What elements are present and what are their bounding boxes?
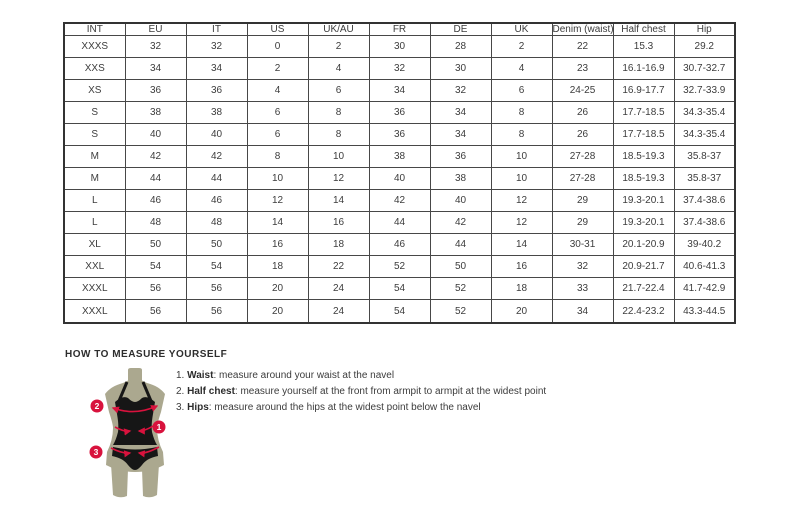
- measurement-figure-illustration: [83, 368, 187, 500]
- table-cell: 18: [491, 278, 552, 300]
- table-cell: 32: [430, 80, 491, 102]
- table-cell: 30-31: [552, 234, 613, 256]
- table-cell: 6: [247, 102, 308, 124]
- table-cell: 29.2: [674, 36, 735, 58]
- table-row: [64, 300, 735, 323]
- table-cell: 16: [308, 212, 369, 234]
- table-cell: 19.3-20.1: [613, 190, 674, 212]
- table-row: [64, 124, 735, 146]
- table-cell: 17.7-18.5: [613, 124, 674, 146]
- table-cell: 46: [369, 234, 430, 256]
- table-cell: 54: [369, 300, 430, 323]
- table-cell: 36: [186, 80, 247, 102]
- table-cell: 52: [430, 300, 491, 323]
- table-cell: 34: [369, 80, 430, 102]
- table-cell: 29: [552, 190, 613, 212]
- table-cell: 48: [125, 212, 186, 234]
- table-cell: 27-28: [552, 168, 613, 190]
- column-header: Denim (waist): [552, 24, 614, 35]
- table-cell: 32: [552, 256, 613, 278]
- table-cell: 20: [491, 300, 552, 323]
- table-cell: 18.5-19.3: [613, 146, 674, 168]
- table-cell: 16.1-16.9: [613, 58, 674, 80]
- table-cell: 28: [430, 36, 491, 58]
- table-cell: 22.4-23.2: [613, 300, 674, 323]
- table-cell: 6: [247, 124, 308, 146]
- table-cell: 40: [186, 124, 247, 146]
- column-header: UK: [491, 23, 552, 36]
- table-cell: 6: [491, 80, 552, 102]
- table-cell: XXXL: [64, 278, 125, 300]
- table-cell: 26: [552, 124, 613, 146]
- table-cell: 32: [186, 36, 247, 58]
- table-cell: 20: [247, 278, 308, 300]
- table-cell: 16.9-17.7: [613, 80, 674, 102]
- table-cell: 27-28: [552, 146, 613, 168]
- table-cell: 8: [491, 102, 552, 124]
- table-cell: 30.7-32.7: [674, 58, 735, 80]
- table-cell: 8: [308, 124, 369, 146]
- table-cell: 33: [552, 278, 613, 300]
- size-chart-table: [63, 22, 736, 324]
- table-cell: 24: [308, 278, 369, 300]
- table-cell: 38: [186, 102, 247, 124]
- step-number: 2.: [176, 386, 188, 397]
- column-header: US: [247, 23, 308, 36]
- table-row: [64, 102, 735, 124]
- table-cell: 52: [369, 256, 430, 278]
- table-cell: 10: [308, 146, 369, 168]
- table-cell: 20.1-20.9: [613, 234, 674, 256]
- table-cell: 4: [491, 58, 552, 80]
- table-cell: 12: [247, 190, 308, 212]
- table-cell: 50: [430, 256, 491, 278]
- table-cell: 22: [308, 256, 369, 278]
- step-label: Waist: [187, 370, 214, 381]
- measure-step: [176, 403, 546, 413]
- table-cell: 48: [186, 212, 247, 234]
- table-cell: 8: [491, 124, 552, 146]
- measure-step: [176, 371, 546, 381]
- table-cell: 36: [369, 102, 430, 124]
- table-cell: 36: [125, 80, 186, 102]
- step-label: Half chest: [187, 386, 235, 397]
- table-cell: 46: [125, 190, 186, 212]
- table-cell: 38: [369, 146, 430, 168]
- table-cell: 42: [186, 146, 247, 168]
- table-row: [64, 212, 735, 234]
- table-cell: 12: [491, 190, 552, 212]
- table-row: [64, 168, 735, 190]
- column-header: UK/AU: [308, 23, 369, 36]
- step-text: : measure yourself at the front from armpit to armpit at the widest point: [234, 386, 547, 397]
- table-cell: 56: [125, 278, 186, 300]
- table-row: [64, 256, 735, 278]
- table-cell: 22: [552, 36, 613, 58]
- hips-badge-number: 3: [93, 447, 99, 457]
- size-chart-body: [64, 36, 735, 324]
- table-cell: 56: [186, 300, 247, 323]
- table-cell: 2: [491, 36, 552, 58]
- table-cell: 40: [125, 124, 186, 146]
- column-header: FR: [369, 23, 430, 36]
- table-cell: 21.7-22.4: [613, 278, 674, 300]
- table-cell: 15.3: [613, 36, 674, 58]
- table-cell: 42: [369, 190, 430, 212]
- table-cell: 40.6-41.3: [674, 256, 735, 278]
- table-cell: 36: [430, 146, 491, 168]
- table-cell: 4: [308, 58, 369, 80]
- table-cell: 10: [491, 168, 552, 190]
- table-cell: 38: [430, 168, 491, 190]
- table-cell: 34: [430, 124, 491, 146]
- table-cell: 46: [186, 190, 247, 212]
- table-cell: S: [64, 102, 125, 124]
- table-cell: 54: [186, 256, 247, 278]
- table-cell: XS: [64, 80, 125, 102]
- table-cell: 37.4-38.6: [674, 212, 735, 234]
- table-cell: XXXS: [64, 36, 125, 58]
- step-text: : measure around the hips at the widest point below the navel: [208, 402, 481, 413]
- table-row: [64, 80, 735, 102]
- table-cell: 56: [186, 278, 247, 300]
- measure-steps-list: [176, 371, 546, 419]
- table-cell: 8: [247, 146, 308, 168]
- table-row: [64, 190, 735, 212]
- table-cell: M: [64, 168, 125, 190]
- table-cell: 40: [430, 190, 491, 212]
- table-cell: 30: [369, 36, 430, 58]
- step-number: 1.: [176, 370, 188, 381]
- table-cell: 20: [247, 300, 308, 323]
- table-cell: 14: [491, 234, 552, 256]
- table-cell: 18: [308, 234, 369, 256]
- table-cell: 44: [125, 168, 186, 190]
- measure-section-title: HOW TO MEASURE YOURSELF: [65, 349, 228, 360]
- table-cell: 8: [308, 102, 369, 124]
- table-cell: 52: [430, 278, 491, 300]
- table-cell: 56: [125, 300, 186, 323]
- table-cell: 2: [308, 36, 369, 58]
- size-chart-header: [64, 23, 735, 36]
- column-header: Hip: [674, 23, 735, 36]
- table-cell: 19.3-20.1: [613, 212, 674, 234]
- table-cell: 30: [430, 58, 491, 80]
- table-cell: 43.3-44.5: [674, 300, 735, 323]
- column-header: IT: [186, 23, 247, 36]
- table-cell: 50: [186, 234, 247, 256]
- table-cell: 54: [125, 256, 186, 278]
- column-header: DE: [430, 23, 491, 36]
- measure-step: [176, 387, 546, 397]
- table-cell: 10: [491, 146, 552, 168]
- table-cell: L: [64, 212, 125, 234]
- table-cell: 0: [247, 36, 308, 58]
- table-cell: 38: [125, 102, 186, 124]
- table-row: [64, 146, 735, 168]
- table-cell: 34.3-35.4: [674, 124, 735, 146]
- table-cell: XXL: [64, 256, 125, 278]
- table-cell: 34: [186, 58, 247, 80]
- chest-badge-number: 2: [94, 401, 100, 411]
- table-cell: 24-25: [552, 80, 613, 102]
- table-cell: 32: [369, 58, 430, 80]
- table-cell: 17.7-18.5: [613, 102, 674, 124]
- table-cell: 14: [308, 190, 369, 212]
- table-cell: 32.7-33.9: [674, 80, 735, 102]
- table-cell: 40: [369, 168, 430, 190]
- column-header: Half chest: [613, 23, 674, 36]
- table-cell: 37.4-38.6: [674, 190, 735, 212]
- table-cell: M: [64, 146, 125, 168]
- mannequin-measure-icon: [83, 368, 187, 500]
- table-cell: 24: [308, 300, 369, 323]
- table-cell: L: [64, 190, 125, 212]
- table-cell: 44: [186, 168, 247, 190]
- table-cell: 12: [308, 168, 369, 190]
- table-cell: 36: [369, 124, 430, 146]
- table-cell: 54: [369, 278, 430, 300]
- table-cell: XL: [64, 234, 125, 256]
- table-cell: 20.9-21.7: [613, 256, 674, 278]
- table-cell: 10: [247, 168, 308, 190]
- table-row: [64, 36, 735, 58]
- table-cell: 44: [430, 234, 491, 256]
- step-text: : measure around your waist at the navel: [213, 370, 395, 381]
- table-cell: 16: [247, 234, 308, 256]
- table-cell: 6: [308, 80, 369, 102]
- table-cell: 18: [247, 256, 308, 278]
- table-row: [64, 234, 735, 256]
- waist-badge-number: 1: [156, 422, 162, 432]
- table-cell: 50: [125, 234, 186, 256]
- table-cell: XXXL: [64, 300, 125, 323]
- column-header: INT: [64, 23, 125, 36]
- table-cell: 35.8-37: [674, 146, 735, 168]
- table-cell: 42: [430, 212, 491, 234]
- table-cell: 35.8-37: [674, 168, 735, 190]
- table-cell: 23: [552, 58, 613, 80]
- table-cell: 39-40.2: [674, 234, 735, 256]
- table-cell: 2: [247, 58, 308, 80]
- table-cell: 18.5-19.3: [613, 168, 674, 190]
- table-cell: S: [64, 124, 125, 146]
- table-cell: 29: [552, 212, 613, 234]
- step-label: Hips: [187, 402, 209, 413]
- table-cell: 42: [125, 146, 186, 168]
- table-cell: 34: [430, 102, 491, 124]
- table-cell: 44: [369, 212, 430, 234]
- table-cell: 34: [552, 300, 613, 323]
- table-cell: 16: [491, 256, 552, 278]
- step-number: 3.: [176, 402, 188, 413]
- table-row: [64, 58, 735, 80]
- table-cell: 34: [125, 58, 186, 80]
- table-cell: XXS: [64, 58, 125, 80]
- table-cell: 34.3-35.4: [674, 102, 735, 124]
- table-cell: 26: [552, 102, 613, 124]
- column-header: EU: [125, 23, 186, 36]
- table-cell: 41.7-42.9: [674, 278, 735, 300]
- table-cell: 12: [491, 212, 552, 234]
- table-cell: 4: [247, 80, 308, 102]
- table-row: [64, 278, 735, 300]
- size-chart-header-row: [64, 23, 735, 36]
- table-cell: 14: [247, 212, 308, 234]
- table-cell: 32: [125, 36, 186, 58]
